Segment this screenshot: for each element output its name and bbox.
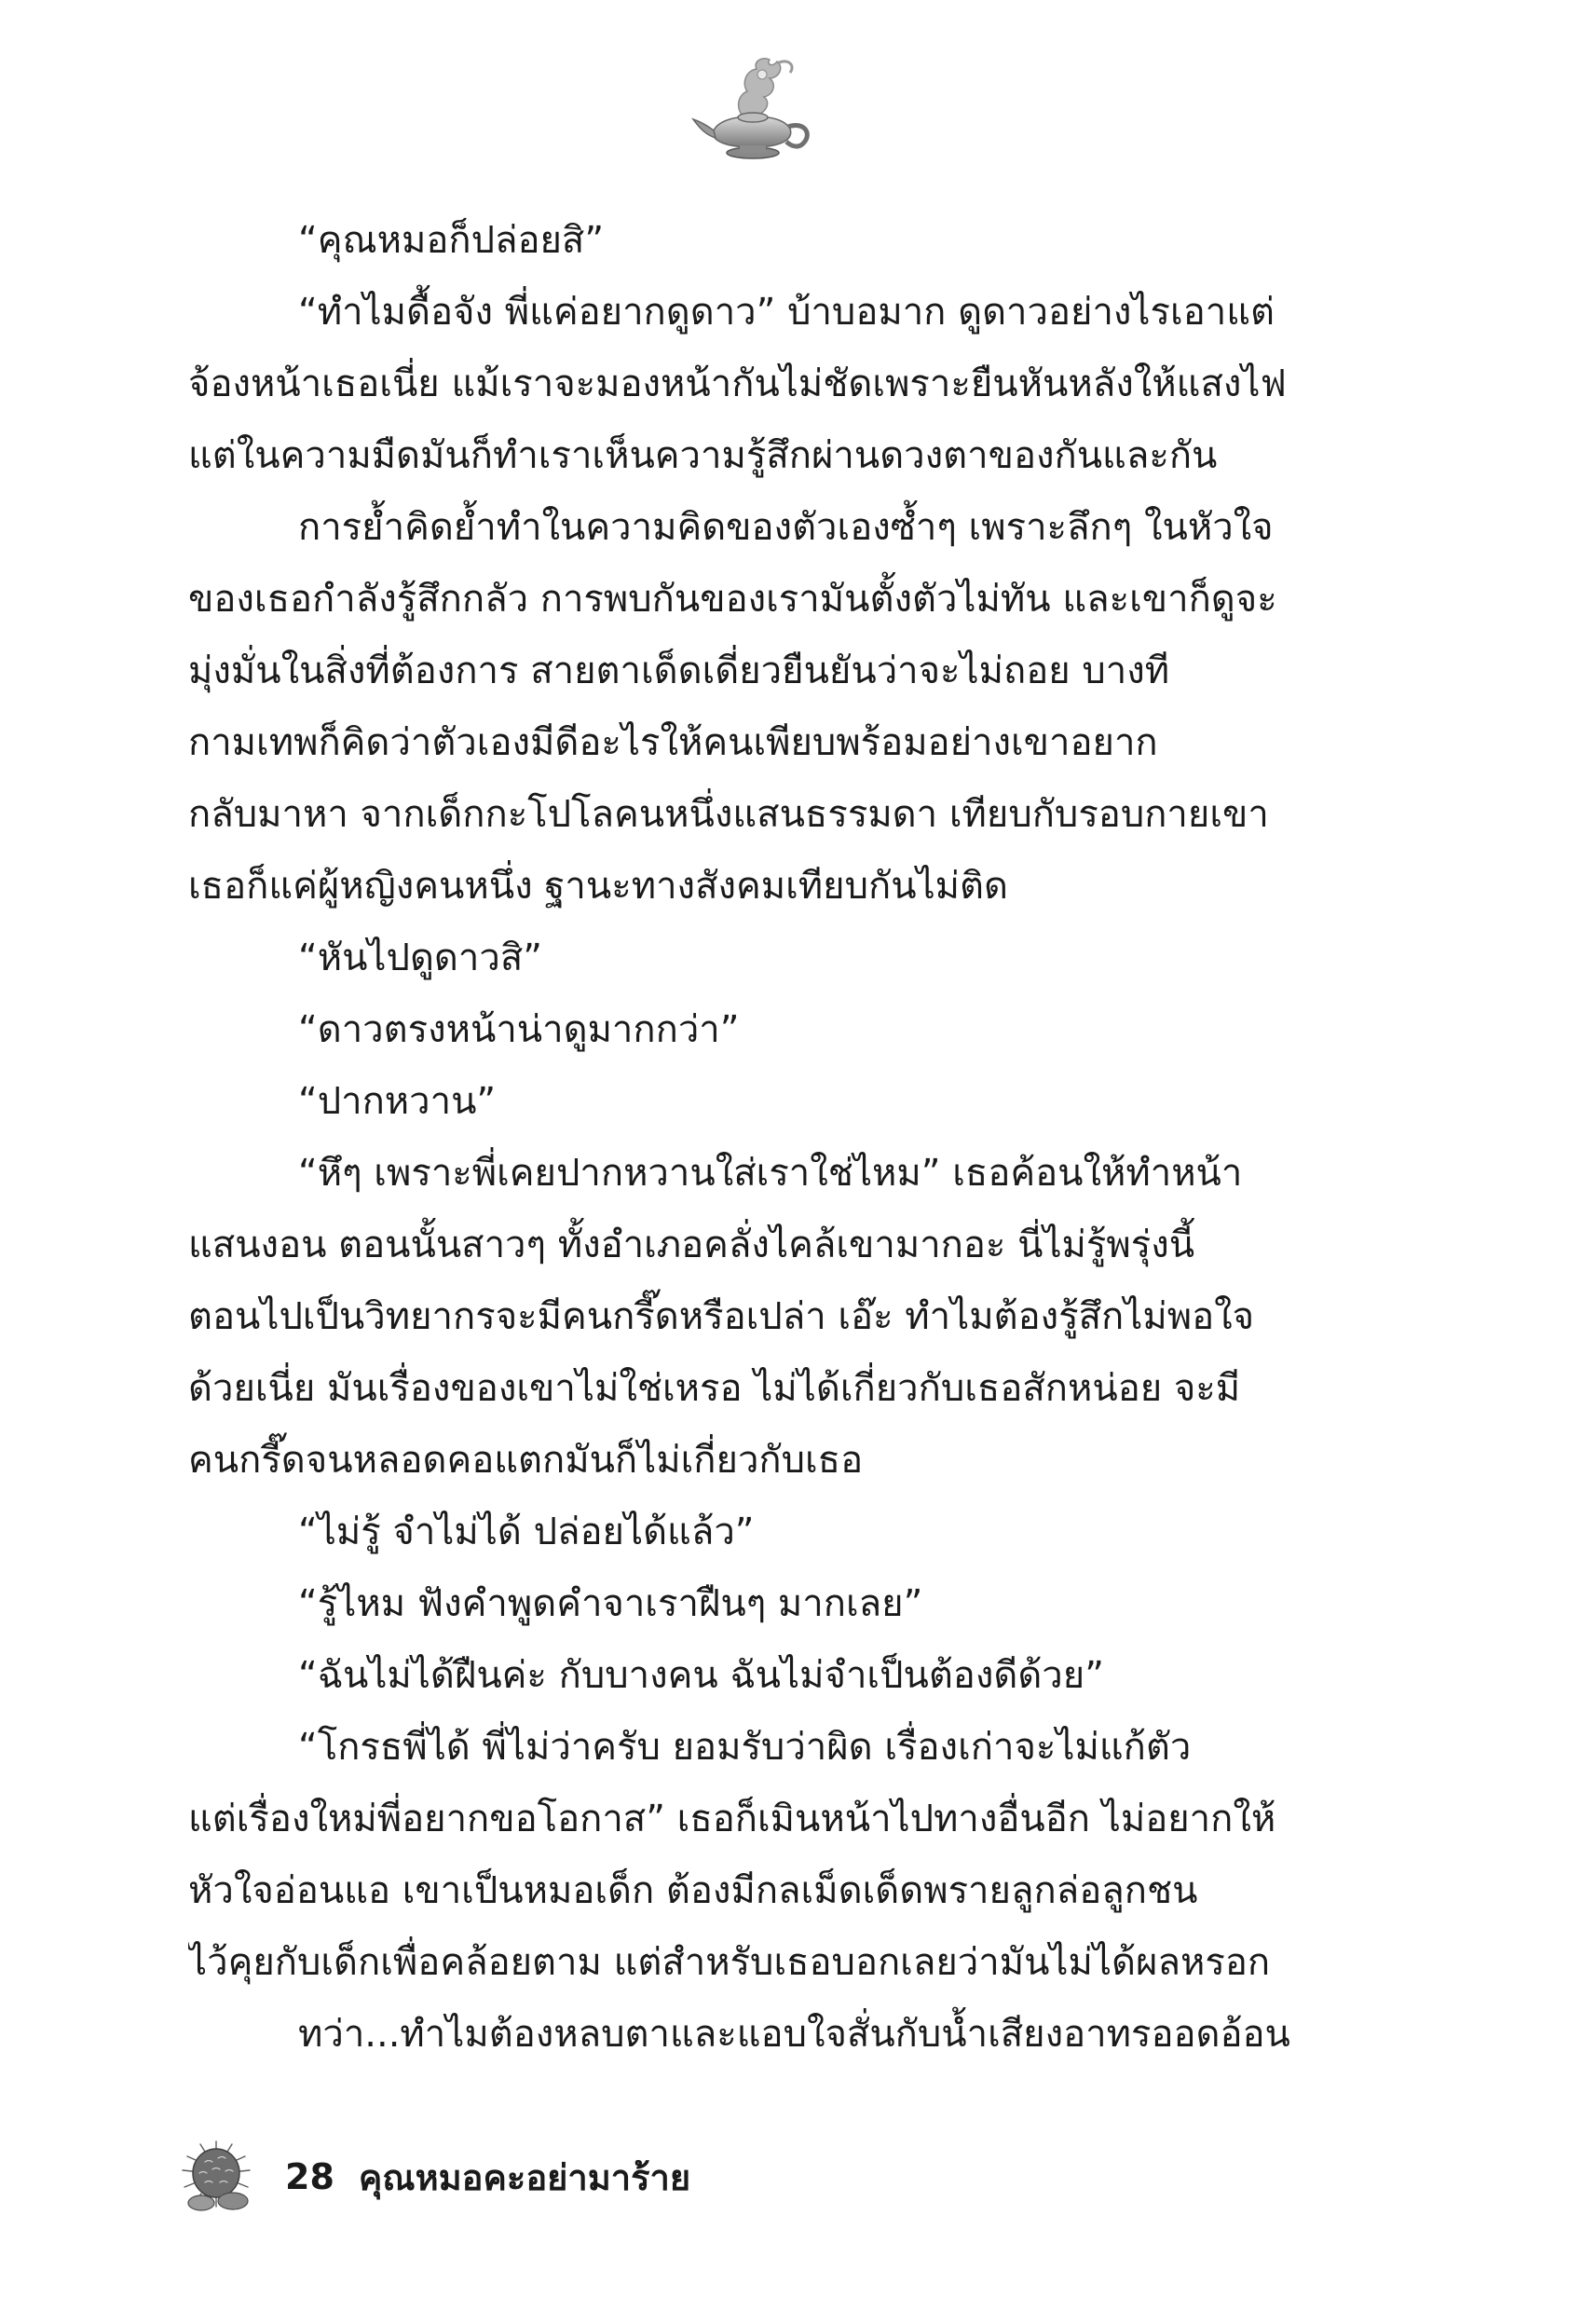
text-line: “ฉันไม่ได้ฝืนค่ะ กับบางคน ฉันไม่จำเป็นต้องดีด้วย” — [298, 1654, 1104, 1697]
text-line: ตอนไปเป็นวิทยากรจะมีคนกรี๊ดหรือเปล่า เอ๊ะ ทำไมต้องรู้สึกไม่พอใจ — [188, 1295, 1255, 1338]
text-line: “ไม่รู้ จำไม่ได้ ปล่อยได้แล้ว” — [298, 1511, 755, 1553]
body-text — [188, 205, 1334, 2071]
text-line: “รู้ไหม ฟังคำพูดคำจาเราฝืนๆ มากเลย” — [298, 1582, 923, 1625]
text-line: “ดาวตรงหน้าน่าดูมากกว่า” — [298, 1008, 740, 1051]
genie-lamp-icon — [688, 54, 818, 166]
text-line: ทว่า...ทำไมต้องหลบตาและแอบใจสั่นกับน้ำเสียงอาทรออดอ้อน — [298, 2013, 1290, 2056]
text-line: การย้ำคิดย้ำทำในความคิดของตัวเองซ้ำๆ เพราะลึกๆ ในหัวใจ — [298, 506, 1274, 549]
rambutan-icon — [179, 2140, 253, 2214]
page-number: 28 — [285, 2156, 334, 2197]
text-line: แต่ในความมืดมันก็ทำเราเห็นความรู้สึกผ่านดวงตาของกันและกัน — [188, 434, 1218, 477]
text-line: “โกรธพี่ได้ พี่ไม่ว่าครับ ยอมรับว่าผิด เรื่องเก่าจะไม่แก้ตัว — [298, 1726, 1192, 1769]
book-title: คุณหมอคะอย่ามาร้าย — [358, 2156, 691, 2198]
text-line: “ปากหวาน” — [298, 1080, 497, 1123]
text-line: ไว้คุยกับเด็กเพื่อคล้อยตาม แต่สำหรับเธอบอกเลยว่ามันไม่ได้ผลหรอก — [188, 1941, 1271, 1984]
text-line: ด้วยเนี่ย มันเรื่องของเขาไม่ใช่เหรอ ไม่ได้เกี่ยวกับเธอสักหน่อย จะมี — [188, 1367, 1241, 1410]
text-line: “ทำไมดื้อจัง พี่แค่อยากดูดาว” บ้าบอมาก ดูดาวอย่างไรเอาแต่ — [298, 291, 1275, 334]
text-line: จ้องหน้าเธอเนี่ย แม้เราจะมองหน้ากันไม่ชัดเพราะยืนหันหลังให้แสงไฟ — [188, 362, 1287, 405]
page-footer — [179, 2140, 690, 2214]
text-line: กลับมาหา จากเด็กกะโปโลคนหนึ่งแสนธรรมดา เทียบกับรอบกายเขา — [188, 793, 1269, 836]
text-line: เธอก็แค่ผู้หญิงคนหนึ่ง ฐานะทางสังคมเทียบกันไม่ติด — [188, 865, 1008, 908]
text-line: ของเธอกำลังรู้สึกกลัว การพบกันของเรามันตั้งตัวไม่ทัน และเขาก็ดูจะ — [188, 578, 1277, 621]
text-line: “หึๆ เพราะพี่เคยปากหวานใส่เราใช่ไหม” เธอค้อนให้ทำหน้า — [298, 1152, 1243, 1195]
text-line: “หันไปดูดาวสิ” — [298, 937, 542, 979]
text-line: คนกรี๊ดจนหลอดคอแตกมันก็ไม่เกี่ยวกับเธอ — [188, 1439, 864, 1482]
text-line: กามเทพก็คิดว่าตัวเองมีดีอะไรให้คนเพียบพร้อมอย่างเขาอยาก — [188, 721, 1158, 764]
text-line: แต่เรื่องใหม่พี่อยากขอโอกาส” เธอก็เมินหน้าไปทางอื่นอีก ไม่อยากให้ — [188, 1798, 1276, 1840]
text-line: แสนงอน ตอนนั้นสาวๆ ทั้งอำเภอคลั่งไคล้เขามากอะ นี่ไม่รู้พรุ่งนี้ — [188, 1224, 1195, 1266]
text-line: “คุณหมอก็ปล่อยสิ” — [298, 219, 605, 262]
text-line: มุ่งมั่นในสิ่งที่ต้องการ สายตาเด็ดเดี่ยวยืนยันว่าจะไม่ถอย บางที — [188, 650, 1170, 692]
text-line: หัวใจอ่อนแอ เขาเป็นหมอเด็ก ต้องมีกลเม็ดเด็ดพรายลูกล่อลูกชน — [188, 1869, 1198, 1912]
